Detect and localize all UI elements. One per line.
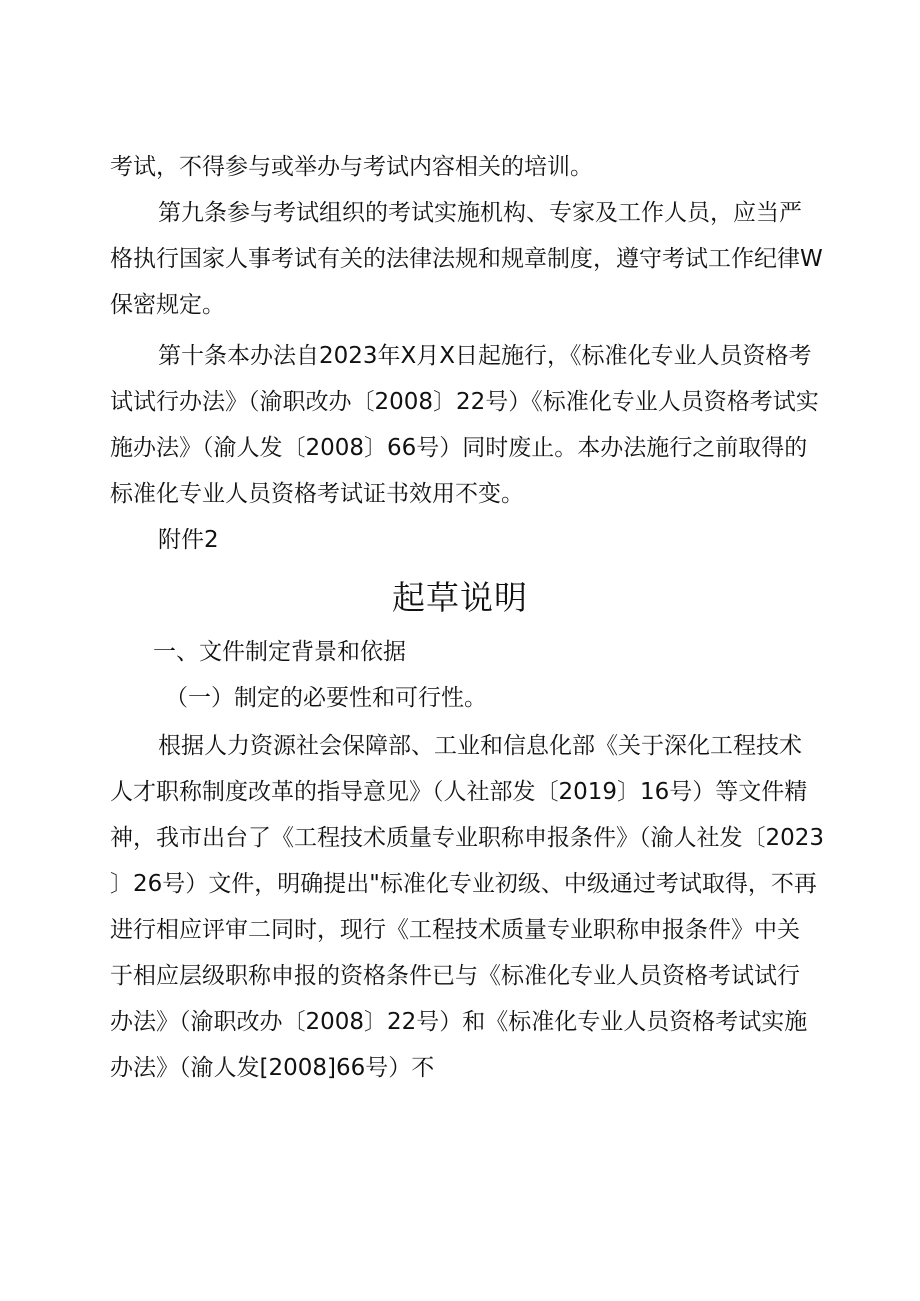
- article-10-line: 第十条本办法自2023年X月X日起施行，《标准化专业人员资格考: [158, 343, 812, 369]
- body-line: 人才职称制度改革的指导意见》（人社部发〔2019〕16号）等文件精: [110, 779, 808, 805]
- article-9-line: 第九条参与考试组织的考试实施机构、专家及工作人员，应当严: [158, 200, 802, 226]
- paragraph-line: 试试行办法》（渝职改办〔2008〕22号）《标准化专业人员资格考试实: [110, 389, 819, 415]
- body-line: 于相应层级职称申报的资格条件已与《标准化专业人员资格考试试行: [110, 963, 800, 989]
- paragraph-line: 标准化专业人员资格考试证书效用不变。: [110, 481, 524, 507]
- body-line: 办法》（渝职改办〔2008〕22号）和《标准化专业人员资格考试实施: [110, 1009, 808, 1035]
- paragraph-line: 格执行国家人事考试有关的法律法规和规章制度，遵守考试工作纪律W: [110, 246, 823, 272]
- body-line: 进行相应评审二同时，现行《工程技术质量专业职称申报条件》中关: [110, 917, 800, 943]
- paragraph-line: 考试，不得参与或举办与考试内容相关的培训。: [110, 154, 593, 180]
- body-line: 〕26号）文件，明确提出"标准化专业初级、中级通过考试取得，不再: [110, 871, 817, 897]
- paragraph-line: 保密规定。: [110, 292, 225, 318]
- paragraph-line: 施办法》（渝人发〔2008〕66号）同时废止。本办法施行之前取得的: [110, 435, 808, 461]
- page-title: 起草说明: [392, 578, 528, 617]
- body-line: 神，我市出台了《工程技术质量专业职称申报条件》（渝人社发〔2023: [110, 825, 825, 851]
- body-line: 根据人力资源社会保障部、工业和信息化部《关于深化工程技术: [158, 733, 802, 759]
- attachment-label: 附件2: [158, 527, 219, 553]
- subsection-heading: （一）制定的必要性和可行性。: [165, 685, 487, 711]
- body-line: 办法》（渝人发[2008]66号）不: [110, 1055, 435, 1081]
- section-heading: 一、文件制定背景和依据: [153, 639, 406, 665]
